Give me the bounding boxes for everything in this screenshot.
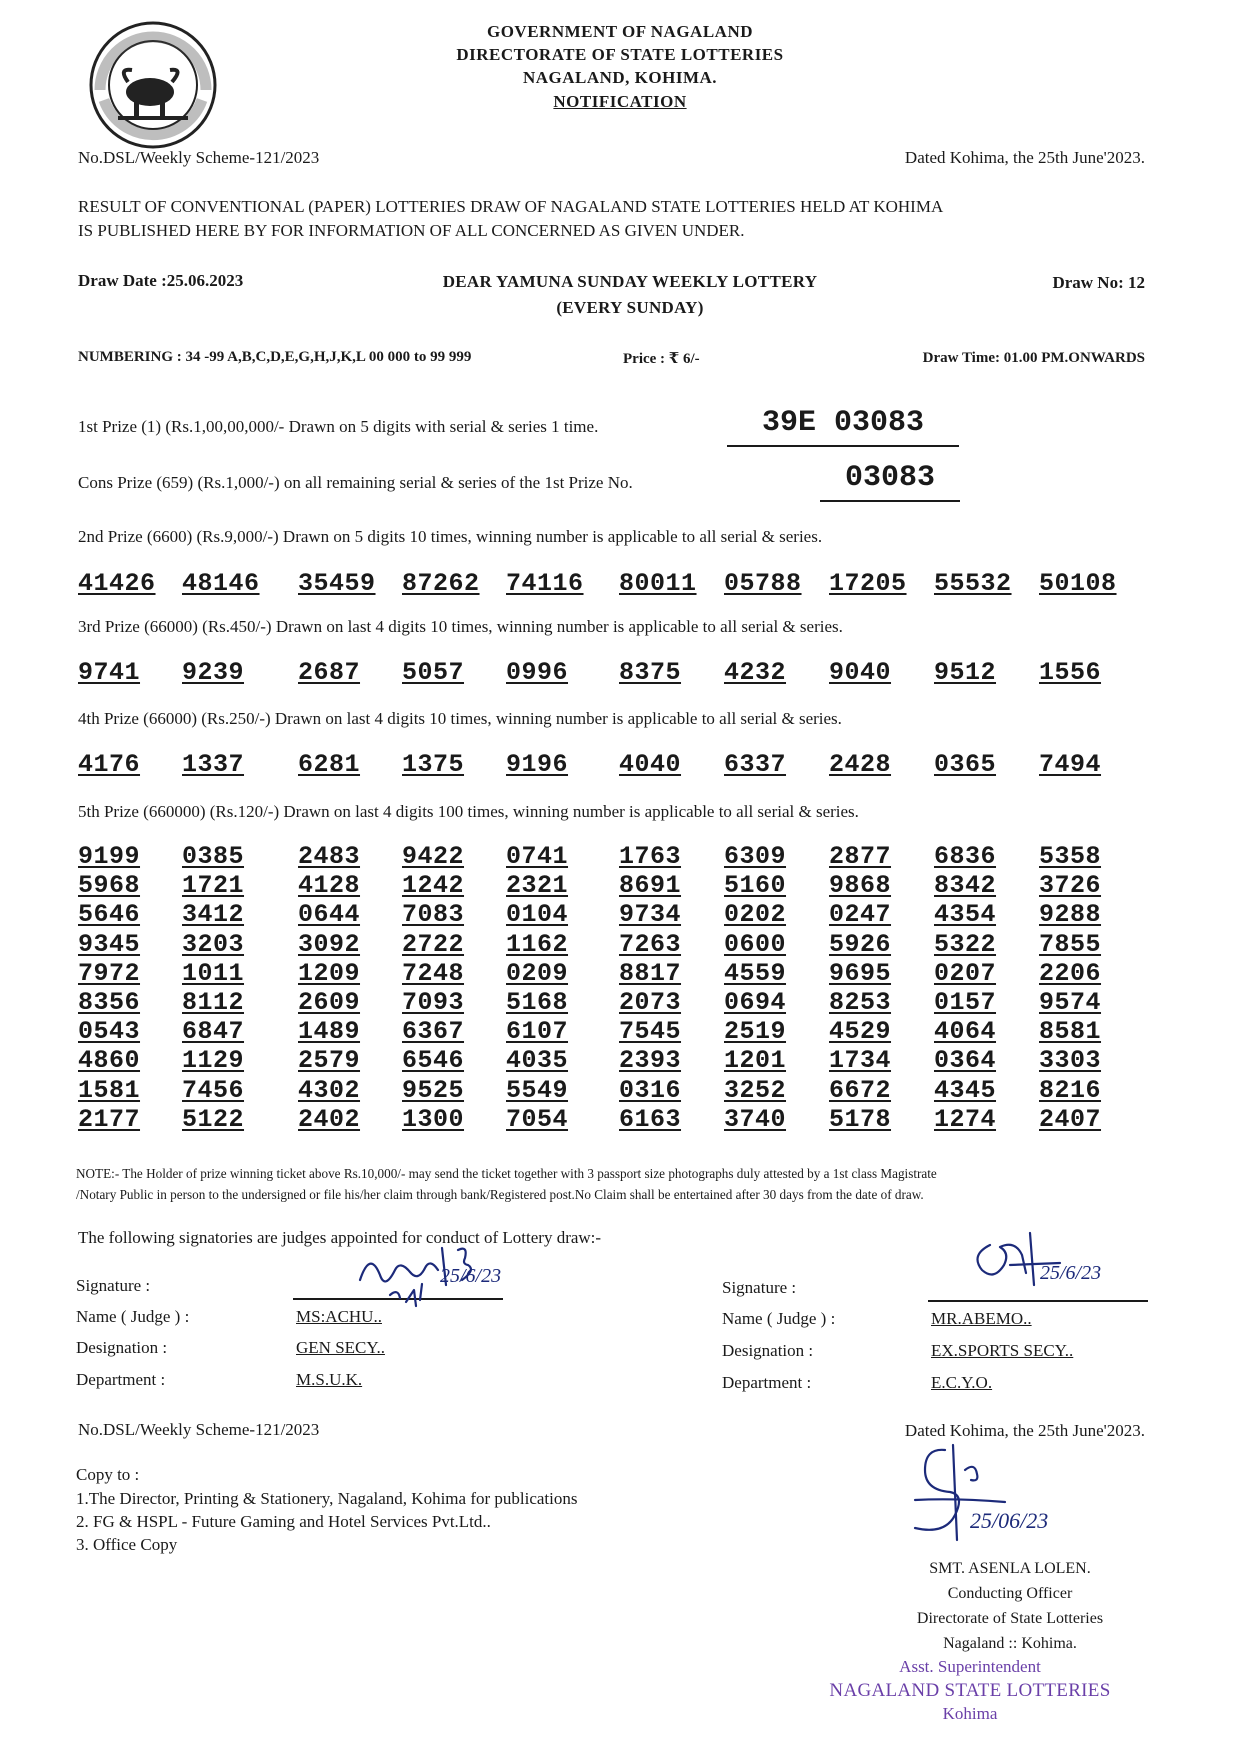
fifth-prize-number: 6847: [182, 1017, 245, 1047]
fifth-prize-number: 8216: [1039, 1075, 1102, 1105]
judge1-designation-label: Designation :: [76, 1338, 168, 1357]
third-prize-number: 4232: [724, 658, 787, 687]
officer-signature-icon: [895, 1440, 1035, 1560]
second-prize-number: 41426: [78, 569, 156, 598]
fifth-prize-number: 2579: [298, 1046, 361, 1076]
fifth-prize-number: 2321: [506, 871, 569, 901]
fifth-prize-number: 9525: [402, 1075, 465, 1105]
fifth-prize-number: 0202: [724, 900, 787, 930]
officer-sign-date: 25/06/23: [970, 1508, 1049, 1533]
fifth-prize-number: 5168: [506, 988, 569, 1017]
fifth-prize-number: 9422: [402, 842, 465, 871]
second-prize-number: 35459: [298, 569, 376, 598]
third-prize-number: 8375: [619, 658, 682, 687]
fifth-prize-number: 8817: [619, 958, 682, 988]
footer-dated-line: Dated Kohima, the 25th June'2023.: [904, 1421, 1145, 1440]
stamp-line-1: Asst. Superintendent: [899, 1657, 1041, 1676]
fifth-prize-number: 6367: [402, 1017, 465, 1047]
fifth-prize-number: 2483: [298, 842, 361, 871]
fifth-prize-description: 5th Prize (660000) (Rs.120/-) Drawn on last 4 digits 100 times, winning number is applicable to all serial & series.: [78, 802, 859, 821]
judge1-designation: GEN SECY..: [296, 1338, 385, 1357]
fifth-prize-number: 8581: [1039, 1017, 1102, 1047]
fifth-prize-number: 1721: [182, 871, 245, 901]
third-prize-number: 5057: [402, 658, 465, 687]
fifth-prize-number: 6546: [402, 1046, 465, 1076]
fifth-prize-number: 3726: [1039, 871, 1102, 901]
fifth-prize-number: 1274: [934, 1104, 997, 1134]
fifth-prize-number: 3303: [1039, 1046, 1102, 1076]
third-prize-number: 2687: [298, 658, 361, 687]
fifth-prize-number: 1763: [619, 842, 682, 871]
judge2-name-label: Name ( Judge ) :: [722, 1309, 836, 1328]
second-prize-number: 48146: [182, 569, 260, 598]
fifth-prize-number: 7456: [182, 1075, 245, 1105]
fifth-prize-number: 1162: [506, 929, 569, 959]
fifth-prize-number: 7083: [402, 900, 465, 930]
judge2-department-label: Department :: [722, 1373, 812, 1392]
fifth-prize-number: 6836: [934, 842, 997, 871]
fifth-prize-number: 0104: [506, 900, 569, 930]
draw-date: Draw Date :25.06.2023: [78, 271, 244, 290]
fourth-prize-number: 6337: [724, 750, 787, 779]
intro-line-2: IS PUBLISHED HERE BY FOR INFORMATION OF ALL CONCERNED AS GIVEN UNDER.: [78, 221, 745, 240]
fifth-prize-number: 0209: [506, 958, 569, 988]
officer-title: Conducting Officer: [947, 1585, 1073, 1602]
fifth-prize-number: 3412: [182, 900, 245, 930]
judges-intro: The following signatories are judges appointed for conduct of Lottery draw:-: [78, 1228, 602, 1247]
fifth-prize-number: 9199: [78, 842, 141, 871]
fifth-prize-number: 1209: [298, 958, 361, 988]
judge2-designation: EX.SPORTS SECY..: [931, 1341, 1074, 1360]
dated-line: Dated Kohima, the 25th June'2023.: [904, 148, 1145, 167]
fifth-prize-number: 5178: [829, 1104, 892, 1134]
fourth-prize-numbers: [78, 750, 1138, 780]
header-location: NAGALAND, KOHIMA.: [522, 68, 718, 87]
fourth-prize-number: 6281: [298, 750, 361, 779]
fifth-prize-number: 0157: [934, 988, 997, 1017]
third-prize-number: 9040: [829, 658, 892, 687]
fifth-prize-number: 7093: [402, 988, 465, 1017]
fifth-prize-number: 1201: [724, 1046, 787, 1076]
cons-prize-underline: [820, 500, 960, 502]
header-notification: NOTIFICATION: [553, 92, 687, 111]
judge1-sign-date: 25/6/23: [440, 1265, 502, 1287]
second-prize-number: 50108: [1039, 569, 1117, 598]
fifth-prize-number: 5968: [78, 871, 141, 901]
fifth-prize-number: 9734: [619, 900, 682, 930]
third-prize-description: 3rd Prize (66000) (Rs.450/-) Drawn on last 4 digits 10 times, winning number is applicable to all serial & series.: [78, 617, 843, 636]
fifth-prize-number: 4354: [934, 900, 997, 930]
lottery-name: DEAR YAMUNA SUNDAY WEEKLY LOTTERY: [442, 272, 818, 291]
fifth-prize-number: 8112: [182, 988, 245, 1017]
cons-prize-description: Cons Prize (659) (Rs.1,000/-) on all remaining serial & series of the 1st Prize No.: [78, 473, 633, 492]
officer-office: Directorate of State Lotteries: [916, 1610, 1104, 1627]
fifth-prize-number: 3252: [724, 1075, 787, 1105]
judge1-name-label: Name ( Judge ) :: [76, 1307, 190, 1326]
fifth-prize-number: 7248: [402, 958, 465, 988]
judge2-signature-label: Signature :: [722, 1278, 797, 1297]
fifth-prize-number: 7545: [619, 1017, 682, 1047]
third-prize-numbers: [78, 658, 1138, 688]
fifth-prize-number: 4559: [724, 958, 787, 988]
fifth-prize-number: 8356: [78, 988, 141, 1017]
fifth-prize-number: 5549: [506, 1075, 569, 1105]
fifth-prize-number: 8691: [619, 871, 682, 901]
fifth-prize-number: 0694: [724, 988, 787, 1017]
fifth-prize-number: 2402: [298, 1104, 361, 1134]
second-prize-numbers: [78, 569, 1138, 599]
second-prize-number: 74116: [506, 569, 584, 598]
second-prize-number: 80011: [619, 569, 697, 598]
fifth-prize-number: 4345: [934, 1075, 997, 1105]
fifth-prize-number: 4035: [506, 1046, 569, 1076]
intro-line-1: RESULT OF CONVENTIONAL (PAPER) LOTTERIES DRAW OF NAGALAND STATE LOTTERIES HELD AT KOHIMA: [78, 197, 944, 216]
first-prize-description: 1st Prize (1) (Rs.1,00,00,000/- Drawn on 5 digits with serial & series 1 time.: [78, 417, 599, 436]
fifth-prize-number: 0316: [619, 1075, 682, 1105]
fifth-prize-number: 0741: [506, 842, 569, 871]
reference-number: No.DSL/Weekly Scheme-121/2023: [78, 148, 320, 167]
fifth-prize-number: 5926: [829, 929, 892, 959]
fifth-prize-number: 7972: [78, 958, 141, 988]
fifth-prize-number: 1300: [402, 1104, 465, 1134]
fifth-prize-number: 4860: [78, 1046, 141, 1076]
fifth-prize-number: 1734: [829, 1046, 892, 1076]
first-prize-underline: [727, 445, 959, 447]
fifth-prize-number: 4064: [934, 1017, 997, 1047]
second-prize-number: 87262: [402, 569, 480, 598]
numbering-info: NUMBERING : 34 -99 A,B,C,D,E,G,H,J,K,L 00 000 to 99 999: [78, 349, 472, 365]
fifth-prize-number: 8342: [934, 871, 997, 901]
fifth-prize-number: 5358: [1039, 842, 1102, 871]
fifth-prize-number: 0247: [829, 900, 892, 930]
header-directorate: DIRECTORATE OF STATE LOTTERIES: [456, 45, 784, 64]
fourth-prize-number: 1375: [402, 750, 465, 779]
fifth-prize-number: 5122: [182, 1104, 245, 1134]
fifth-prize-number: 5160: [724, 871, 787, 901]
judge1-signature-label: Signature :: [76, 1276, 151, 1295]
fifth-prize-number: 9695: [829, 958, 892, 988]
judge1-department: M.S.U.K.: [296, 1370, 363, 1389]
fourth-prize-description: 4th Prize (66000) (Rs.250/-) Drawn on last 4 digits 10 times, winning number is applicable to all serial & series.: [78, 709, 842, 728]
fourth-prize-number: 4040: [619, 750, 682, 779]
third-prize-number: 0996: [506, 658, 569, 687]
fifth-prize-number: 6309: [724, 842, 787, 871]
judge2-department: E.C.Y.O.: [931, 1373, 993, 1392]
fourth-prize-number: 7494: [1039, 750, 1102, 779]
fifth-prize-number: 6107: [506, 1017, 569, 1047]
second-prize-number: 17205: [829, 569, 907, 598]
fifth-prize-number: 9345: [78, 929, 141, 959]
fifth-prize-number: 0644: [298, 900, 361, 930]
fifth-prize-number: 1489: [298, 1017, 361, 1047]
note-line-2: /Notary Public in person to the undersigned or file his/her claim through bank/Registered post.No Claim shall be entertained after 30 days from the date of draw.: [76, 1187, 924, 1202]
officer-place: Nagaland :: Kohima.: [943, 1635, 1077, 1652]
fourth-prize-number: 9196: [506, 750, 569, 779]
copy-to-item-2: 2. FG & HSPL - Future Gaming and Hotel Services Pvt.Ltd..: [76, 1512, 491, 1531]
fifth-prize-number: 4128: [298, 871, 361, 901]
fifth-prize-number: 0207: [934, 958, 997, 988]
draw-time: Draw Time: 01.00 PM.ONWARDS: [922, 350, 1145, 366]
fifth-prize-number: 9868: [829, 871, 892, 901]
third-prize-number: 1556: [1039, 658, 1102, 687]
fifth-prize-number: 6163: [619, 1104, 682, 1134]
fifth-prize-number: 8253: [829, 988, 892, 1017]
fifth-prize-number: 0385: [182, 842, 245, 871]
judge1-name: MS:ACHU..: [296, 1307, 382, 1326]
fifth-prize-number: 3092: [298, 929, 361, 959]
fifth-prize-number: 2722: [402, 929, 465, 959]
fifth-prize-number: 0543: [78, 1017, 141, 1047]
fifth-prize-number: 6672: [829, 1075, 892, 1105]
fifth-prize-number: 2393: [619, 1046, 682, 1076]
fifth-prize-number: 5646: [78, 900, 141, 930]
third-prize-number: 9512: [934, 658, 997, 687]
third-prize-number: 9741: [78, 658, 141, 687]
third-prize-number: 9239: [182, 658, 245, 687]
fifth-prize-number: 2407: [1039, 1104, 1102, 1134]
fifth-prize-number: 9288: [1039, 900, 1102, 930]
judge2-sign-date: 25/6/23: [1040, 1262, 1102, 1284]
fifth-prize-number: 7263: [619, 929, 682, 959]
fifth-prize-number: 7855: [1039, 929, 1102, 959]
copy-to-item-3: 3. Office Copy: [76, 1535, 178, 1554]
fifth-prize-number: 3203: [182, 929, 245, 959]
fifth-prize-number: 0364: [934, 1046, 997, 1076]
fifth-prize-number: 2877: [829, 842, 892, 871]
cons-prize-number: 03083: [844, 461, 935, 495]
copy-to-item-1: 1.The Director, Printing & Stationery, Nagaland, Kohima for publications: [76, 1489, 578, 1508]
fifth-prize-number: 2073: [619, 988, 682, 1017]
fifth-prize-number: 9574: [1039, 988, 1102, 1017]
fifth-prize-number: 2609: [298, 988, 361, 1017]
fifth-prize-number: 1581: [78, 1075, 141, 1105]
header-government: GOVERNMENT OF NAGALAND: [486, 22, 753, 41]
officer-name: SMT. ASENLA LOLEN.: [929, 1560, 1091, 1577]
fifth-prize-number: 2206: [1039, 958, 1102, 988]
fifth-prize-number: 4302: [298, 1075, 361, 1105]
fifth-prize-number: 2177: [78, 1104, 141, 1134]
copy-to-title: Copy to :: [76, 1465, 140, 1484]
second-prize-number: 05788: [724, 569, 802, 598]
fifth-prize-number: 7054: [506, 1104, 569, 1134]
fifth-prize-number: 2519: [724, 1017, 787, 1047]
fourth-prize-number: 1337: [182, 750, 245, 779]
lottery-frequency: (EVERY SUNDAY): [556, 298, 704, 317]
fifth-prize-number: 1242: [402, 871, 465, 901]
ticket-price: Price : ₹ 6/-: [623, 351, 700, 367]
second-prize-description: 2nd Prize (6600) (Rs.9,000/-) Drawn on 5 digits 10 times, winning number is applicable to all serial & series.: [78, 527, 823, 546]
judge2-name: MR.ABEMO..: [931, 1309, 1032, 1328]
fourth-prize-number: 4176: [78, 750, 141, 779]
fourth-prize-number: 0365: [934, 750, 997, 779]
note-line-1: NOTE:- The Holder of prize winning ticket above Rs.10,000/- may send the ticket together with 3 passport size photographs duly attested by a 1st class Magistrate: [76, 1166, 937, 1181]
fifth-prize-number: 5322: [934, 929, 997, 959]
judge2-designation-label: Designation :: [722, 1341, 814, 1360]
draw-number: Draw No: 12: [1052, 273, 1145, 292]
stamp-line-3: Kohima: [942, 1704, 998, 1723]
fifth-prize-number: 0600: [724, 929, 787, 959]
footer-reference-number: No.DSL/Weekly Scheme-121/2023: [78, 1420, 320, 1439]
stamp-line-2: NAGALAND STATE LOTTERIES: [829, 1680, 1111, 1701]
fifth-prize-number: 4529: [829, 1017, 892, 1047]
fourth-prize-number: 2428: [829, 750, 892, 779]
fifth-prize-number: 1129: [182, 1046, 245, 1076]
judge1-department-label: Department :: [76, 1370, 166, 1389]
fifth-prize-number: 1011: [182, 958, 245, 988]
second-prize-number: 55532: [934, 569, 1012, 598]
first-prize-number: 39E 03083: [761, 406, 925, 440]
fifth-prize-number: 3740: [724, 1104, 787, 1134]
government-seal-icon: [88, 20, 218, 150]
